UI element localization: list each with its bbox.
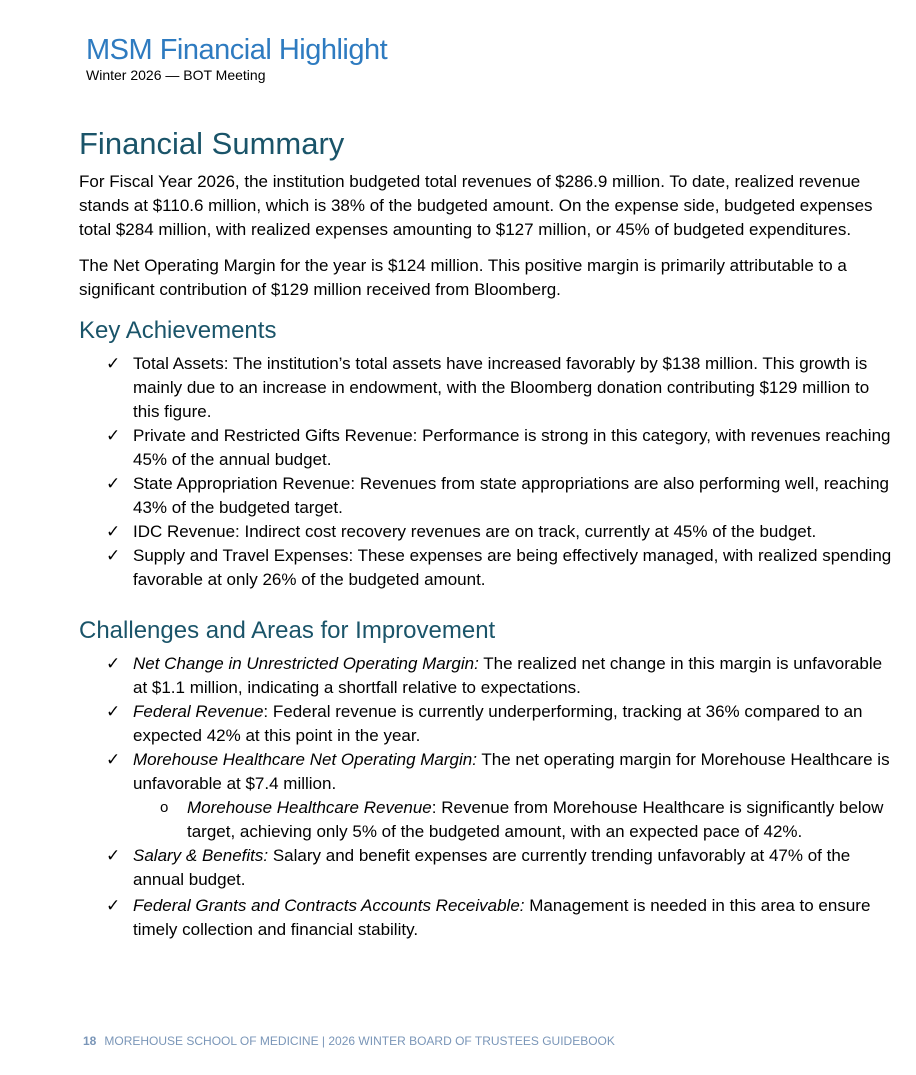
key-achievements-heading: Key Achievements (79, 317, 277, 344)
list-item: ✓ Morehouse Healthcare Net Operating Margin: The net operating margin for Morehouse Healthcare is unfavorable at $7.4 million. o Morehouse Healthcare Revenue: Revenue from Morehouse Healthcare is significantly below target, achieving only 5% of the budgeted amount, with an expected pace of 42%. (79, 748, 894, 844)
item-term: Federal Grants and Contracts Accounts Receivable: (133, 896, 525, 915)
header-subtitle: Winter 2026 — BOT Meeting (86, 67, 266, 83)
achievements-list (79, 352, 894, 592)
checkmark-icon: ✓ (106, 354, 121, 373)
list-item: ✓ Federal Grants and Contracts Accounts Receivable: Management is needed in this area to ensure timely collection and financial stability. (106, 896, 871, 939)
list-item: ✓ Supply and Travel Expenses: These expenses are being effectively managed, with realized spending favorable at only 26% of the budgeted amount. (106, 546, 892, 589)
item-term: Federal Revenue (133, 702, 264, 721)
list-item: ✓ Salary & Benefits: Salary and benefit expenses are currently trending unfavorably at 47% of the annual budget. (106, 846, 851, 889)
checkmark-icon: ✓ (106, 546, 121, 565)
item-term: Morehouse Healthcare Revenue (187, 798, 432, 817)
main-content (79, 124, 894, 942)
summary-paragraph-2: The Net Operating Margin for the year is $124 million. This positive margin is primarily attributable to a significant contribution of $129 million received from Bloomberg. (79, 256, 847, 299)
challenges-list (79, 652, 894, 942)
item-term: Morehouse Healthcare Net Operating Margin: (133, 750, 477, 769)
item-term: Salary & Benefits: (133, 846, 269, 865)
checkmark-icon: ✓ (106, 474, 121, 493)
checkmark-icon: ✓ (106, 654, 121, 673)
circle-bullet-icon: o (160, 799, 169, 816)
checkmark-icon: ✓ (106, 702, 121, 721)
checkmark-icon: ✓ (106, 896, 121, 915)
item-term: Net Change in Unrestricted Operating Margin: (133, 654, 479, 673)
list-item: ✓ IDC Revenue: Indirect cost recovery revenues are on track, currently at 45% of the budget. (79, 520, 894, 544)
financial-summary-heading: Financial Summary (79, 126, 345, 161)
footer-text: MOREHOUSE SCHOOL OF MEDICINE | 2026 WINTER BOARD OF TRUSTEES GUIDEBOOK (104, 1034, 615, 1048)
checkmark-icon: ✓ (106, 522, 121, 541)
page-footer (83, 1034, 615, 1048)
challenges-heading: Challenges and Areas for Improvement (79, 617, 496, 644)
sub-list (133, 796, 894, 844)
summary-paragraph-1: For Fiscal Year 2026, the institution budgeted total revenues of $286.9 million. To date, realized revenue stands at $110.6 million, which is 38% of the budgeted amount. On the expense side, budgeted expenses total $284 million, with realized expenses amounting to $127 million, or 45% of budgeted expenditures. (79, 172, 873, 239)
list-item: ✓ State Appropriation Revenue: Revenues from state appropriations are also performing well, reaching 43% of the budgeted target. (106, 474, 889, 517)
document-header (86, 34, 387, 83)
sub-list-item: o Morehouse Healthcare Revenue: Revenue from Morehouse Healthcare is significantly below target, achieving only 5% of the budgeted amount, with an expected pace of 42%. (160, 798, 884, 841)
checkmark-icon: ✓ (106, 426, 121, 445)
header-title: MSM Financial Highlight (86, 34, 388, 66)
list-item: ✓ Total Assets: The institution’s total assets have increased favorably by $138 million. This growth is mainly due to an increase in endowment, with the Bloomberg donation contributing $129 million to this figure. (106, 354, 870, 421)
list-item: ✓ Private and Restricted Gifts Revenue: Performance is strong in this category, with revenues reaching 45% of the annual budget. (106, 426, 891, 469)
list-item: ✓ Net Change in Unrestricted Operating Margin: The realized net change in this margin is unfavorable at $1.1 million, indicating a shortfall relative to expectations. (106, 654, 883, 697)
list-item: ✓ Federal Revenue: Federal revenue is currently underperforming, tracking at 36% compared to an expected 42% at this point in the year. (106, 702, 863, 745)
checkmark-icon: ✓ (106, 750, 121, 769)
checkmark-icon: ✓ (106, 846, 121, 865)
page-number: 18 (83, 1034, 97, 1048)
